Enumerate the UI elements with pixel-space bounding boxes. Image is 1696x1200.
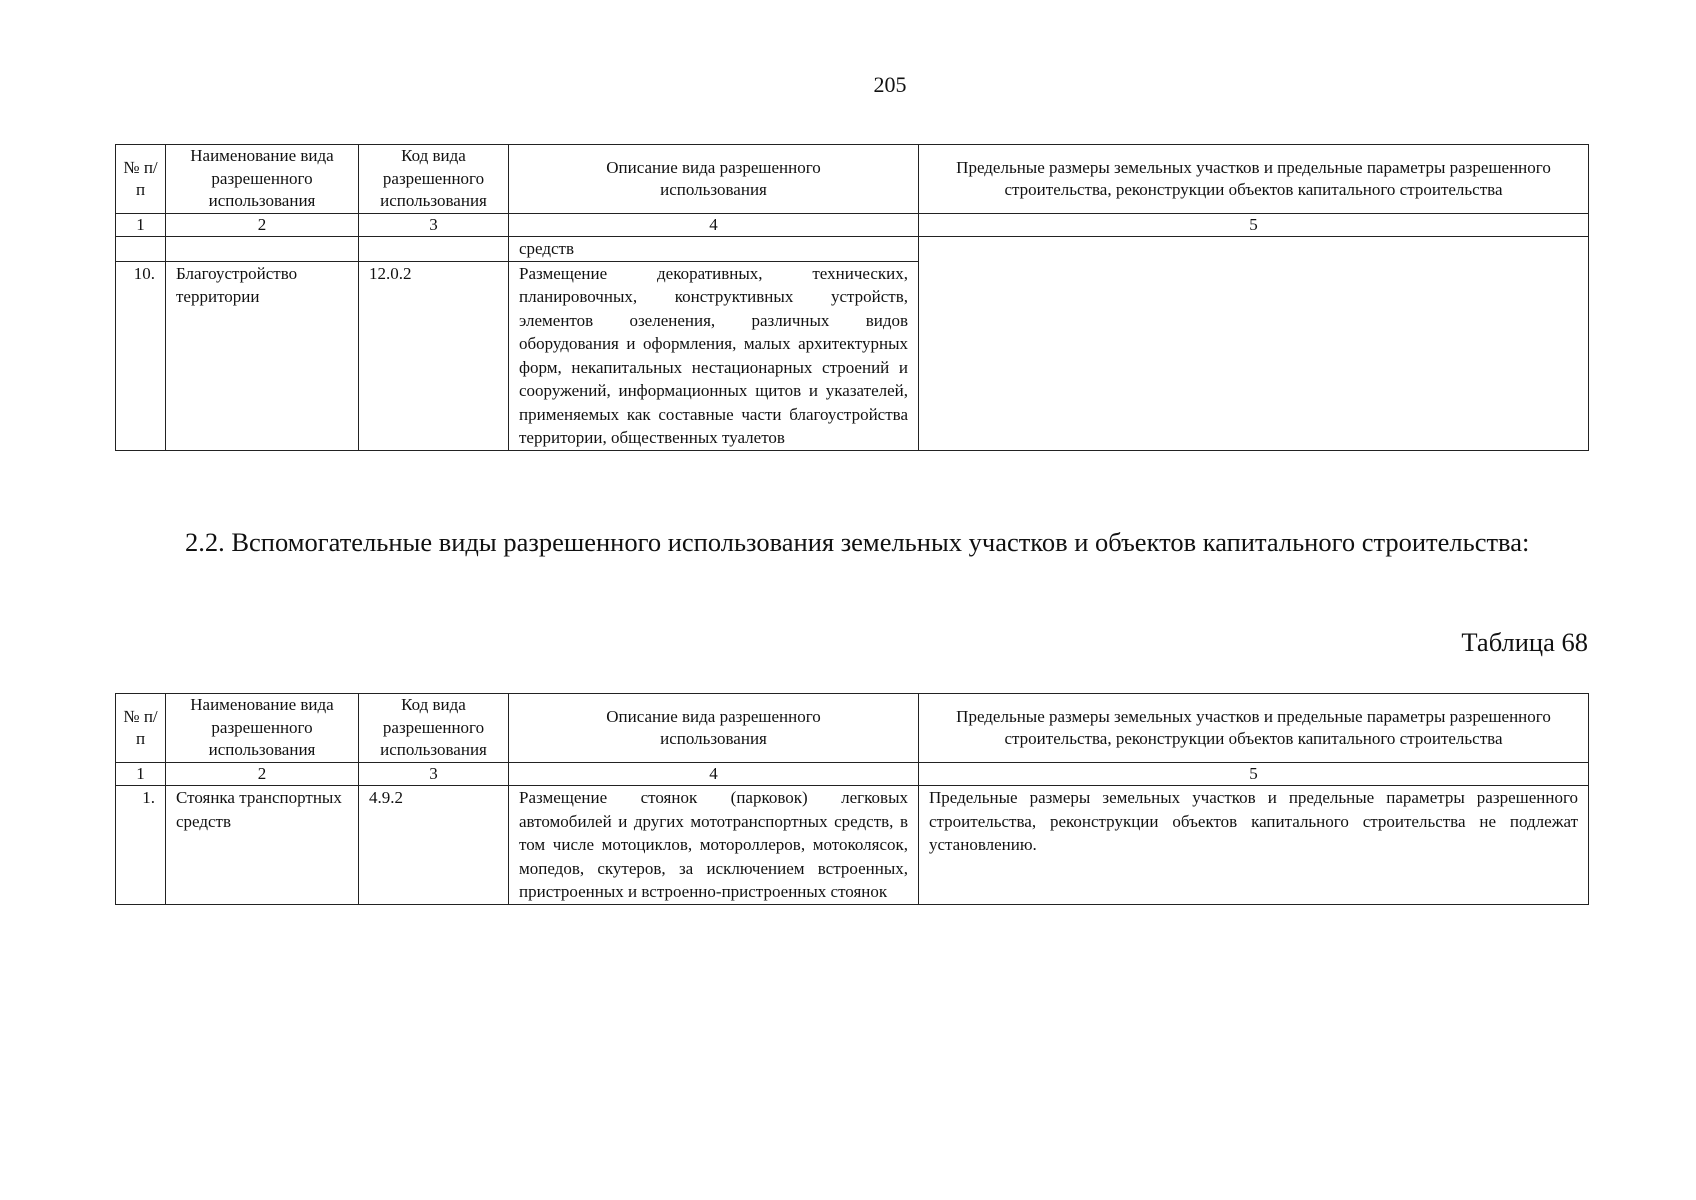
column-number: 4	[509, 214, 919, 237]
row-description: Размещение стоянок (парковок) легковых автомобилей и других мототранспортных средств, в том числе мотоциклов, мотороллеров, мотоколясок, мопедов, скутеров, за исключением встроенных, пристроенных и встроенно-пристроенных стоянок	[509, 786, 919, 905]
row-code: 4.9.2	[359, 786, 509, 905]
table-row	[116, 786, 1589, 905]
empty-cell	[166, 237, 359, 262]
header-name: Наименование вида разрешенного использования	[166, 145, 359, 214]
page-number: 205	[873, 72, 907, 97]
empty-cell	[359, 237, 509, 262]
row-number: 10.	[116, 261, 166, 450]
row-limits: Предельные размеры земельных участков и предельные параметры разрешенного строительства, реконструкции объектов капитального строительства не подлежат установлению.	[919, 786, 1589, 905]
continuation-text: средств	[509, 237, 919, 262]
header-code: Код вида разрешенного использования	[359, 145, 509, 214]
table-row	[116, 237, 1589, 262]
column-number-row	[116, 763, 1589, 786]
section-heading: 2.2. Вспомогательные виды разрешенного использования земельных участков и объектов капитального строительства:	[185, 527, 1530, 557]
column-number: 5	[919, 214, 1589, 237]
table-68	[115, 693, 1589, 905]
header-limits: Предельные размеры земельных участков и предельные параметры разрешенного строительства, реконструкции объектов капитального строительства	[919, 145, 1589, 214]
empty-cell	[116, 237, 166, 262]
column-number-row	[116, 214, 1589, 237]
header-name: Наименование вида разрешенного использования	[166, 694, 359, 763]
row-limits	[919, 237, 1589, 451]
column-number: 1	[116, 763, 166, 786]
header-description: Описание вида разрешенного использования	[509, 694, 919, 763]
table-header-row	[116, 694, 1589, 763]
row-name: Благоустройство территории	[166, 261, 359, 450]
row-name: Стоянка транспортных средств	[166, 786, 359, 905]
header-description: Описание вида разрешенного использования	[509, 145, 919, 214]
header-limits: Предельные размеры земельных участков и предельные параметры разрешенного строительства, реконструкции объектов капитального строительства	[919, 694, 1589, 763]
header-code: Код вида разрешенного использования	[359, 694, 509, 763]
row-number: 1.	[116, 786, 166, 905]
column-number: 4	[509, 763, 919, 786]
column-number: 2	[166, 214, 359, 237]
column-number: 1	[116, 214, 166, 237]
table-header-row	[116, 145, 1589, 214]
column-number: 5	[919, 763, 1589, 786]
column-number: 3	[359, 214, 509, 237]
row-description: Размещение декоративных, технических, планировочных, конструктивных устройств, элементов озеленения, различных видов оборудования и оформления, малых архитектурных форм, некапитальных нестационарных строений и сооружений, информационных щитов и указателей, применяемых как составные части благоустройства территории, общественных туалетов	[509, 261, 919, 450]
table-label: Таблица 68	[1461, 627, 1588, 657]
header-number: № п/п	[116, 694, 166, 763]
column-number: 2	[166, 763, 359, 786]
column-number: 3	[359, 763, 509, 786]
header-number: № п/п	[116, 145, 166, 214]
table-continuation	[115, 144, 1589, 451]
row-code: 12.0.2	[359, 261, 509, 450]
